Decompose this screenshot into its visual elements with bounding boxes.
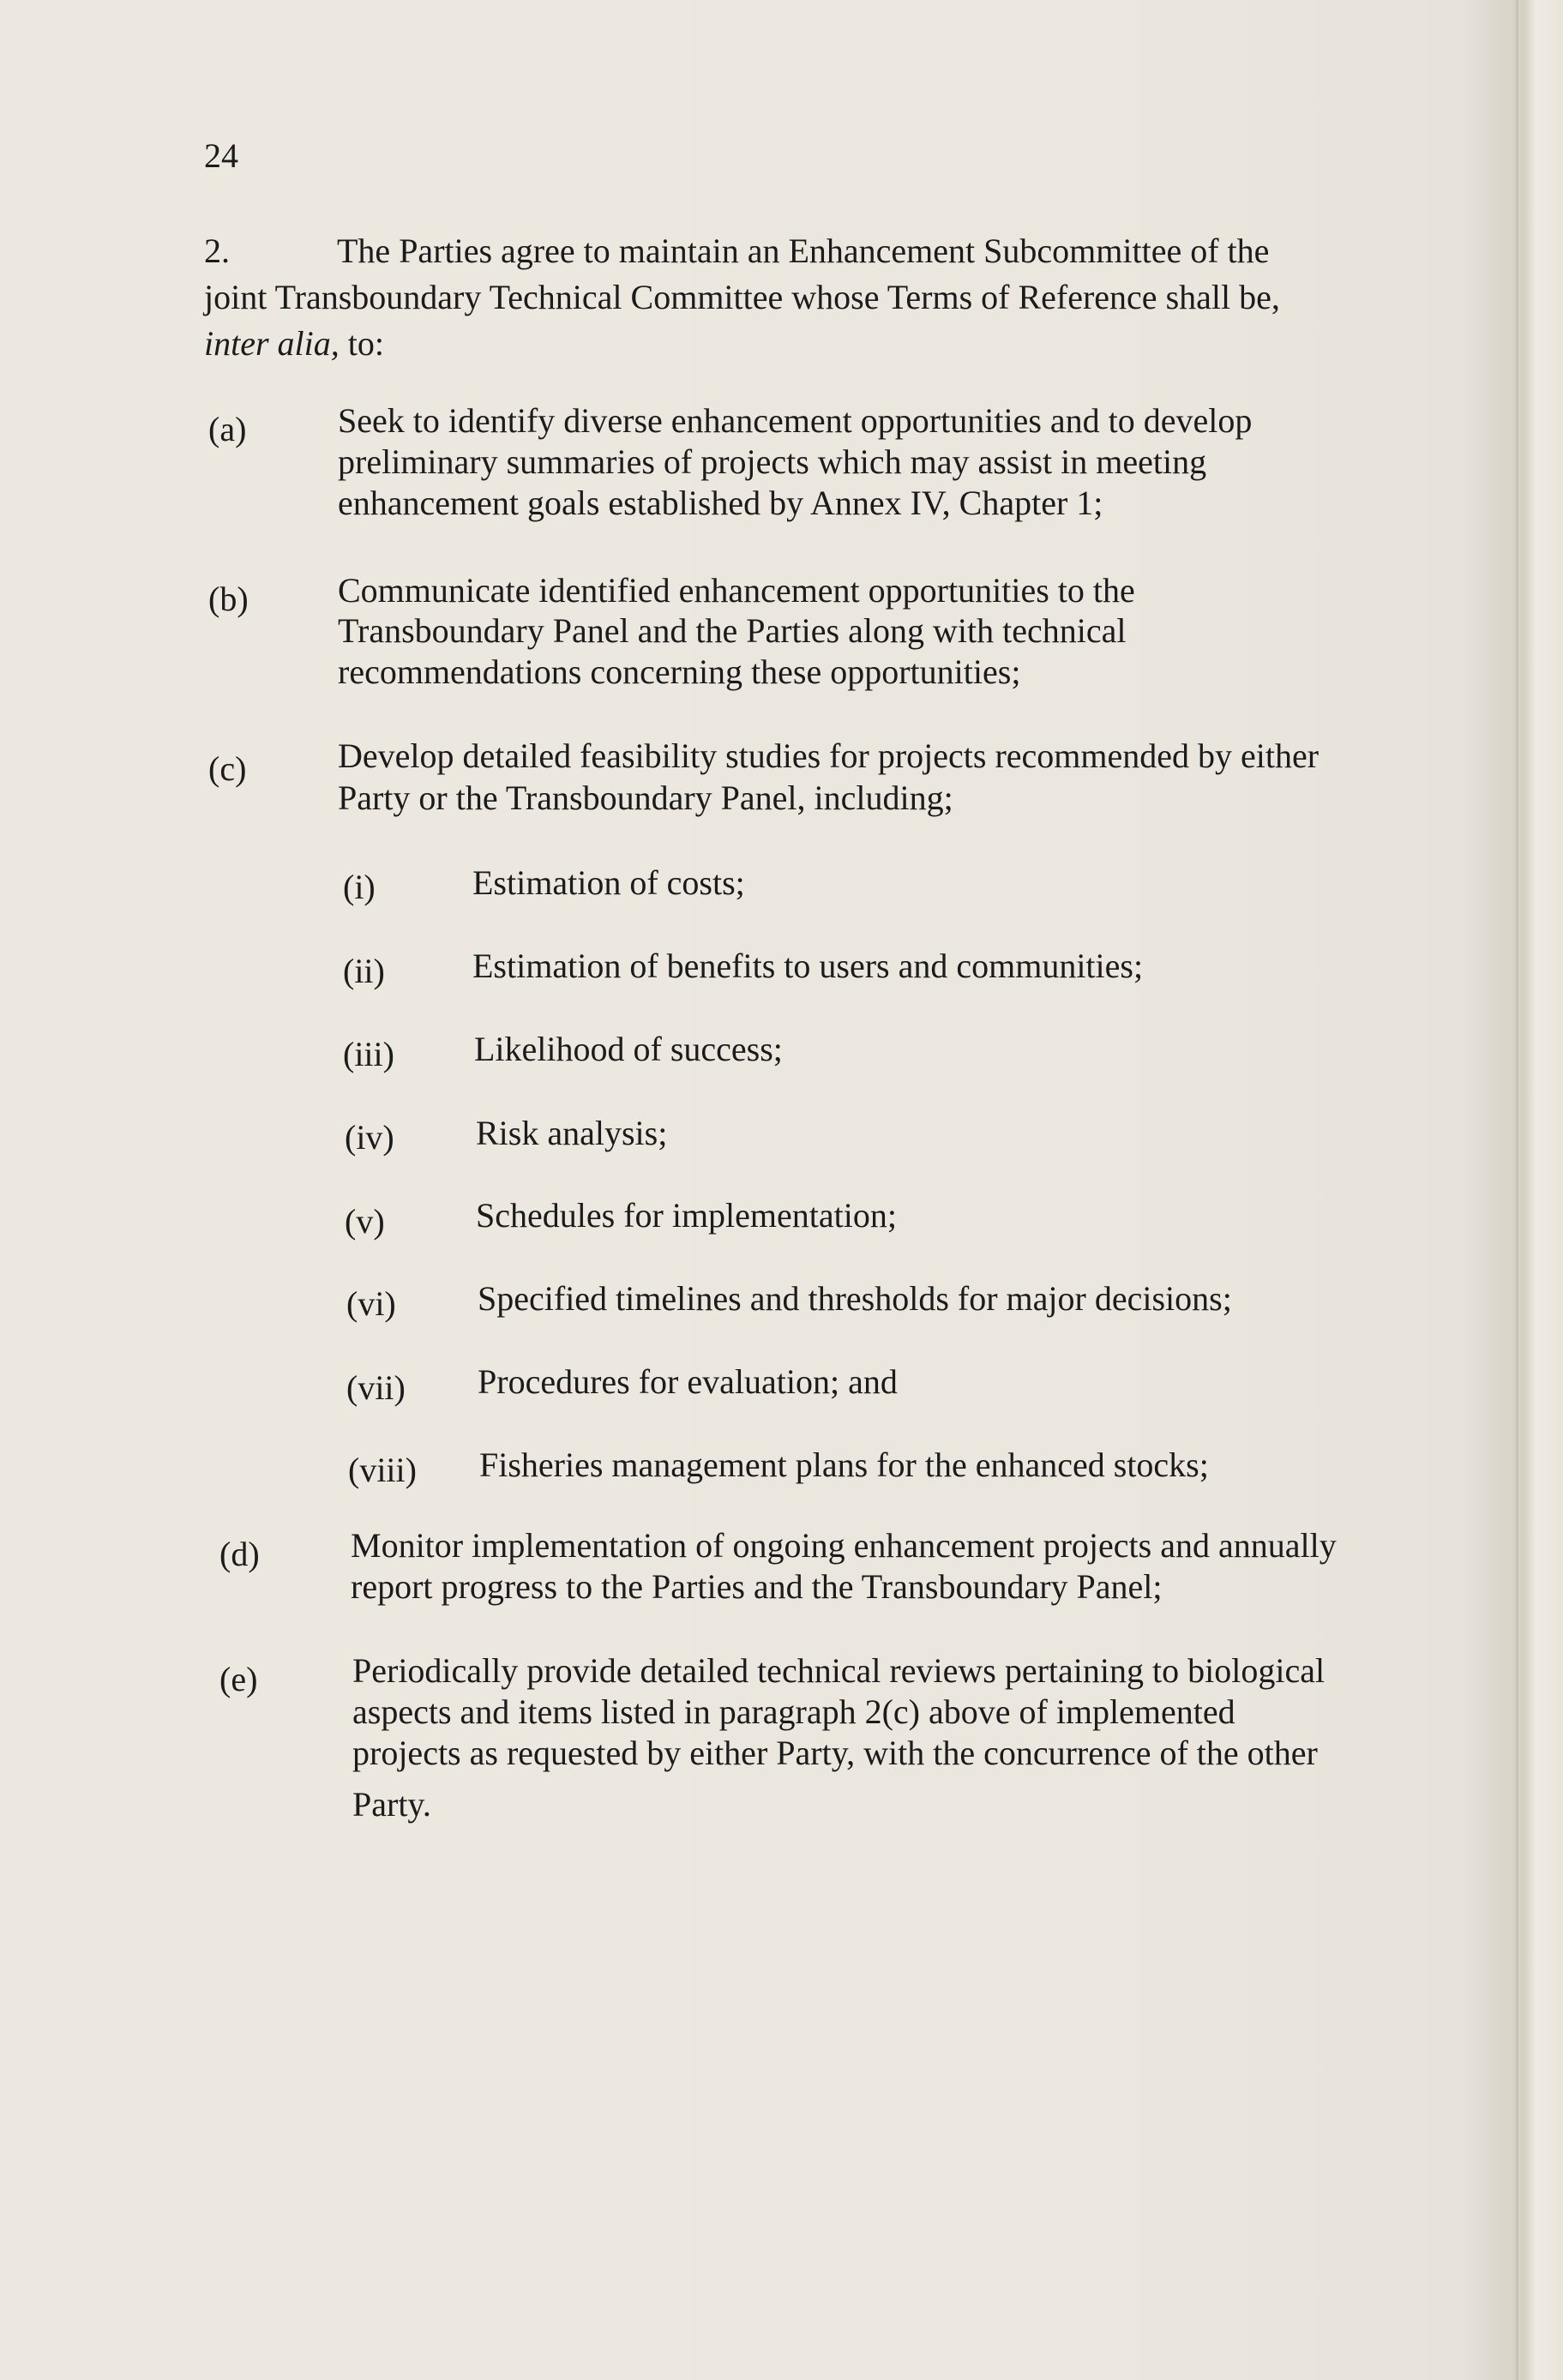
subitem-label-vi: (vi) xyxy=(346,1284,396,1323)
subitem-text-i: Estimation of costs; xyxy=(472,863,745,902)
item-e-line-4: Party. xyxy=(352,1785,431,1824)
subitem-label-iv: (iv) xyxy=(345,1118,394,1157)
subitem-text-iii: Likelihood of success; xyxy=(474,1030,783,1068)
intro-line-3-rest: to: xyxy=(339,324,385,363)
intro-italic-term: inter alia, xyxy=(204,324,340,363)
subitem-text-iv: Risk analysis; xyxy=(476,1114,668,1152)
intro-line-3 xyxy=(204,322,384,365)
subitem-label-v: (v) xyxy=(345,1202,385,1241)
item-a-line-2: preliminary summaries of projects which may assist in meeting xyxy=(338,442,1207,481)
subitem-text-v: Schedules for implementation; xyxy=(476,1196,897,1235)
subitem-label-i: (i) xyxy=(343,868,376,906)
item-c-line-1: Develop detailed feasibility studies for projects recommended by either xyxy=(338,736,1320,775)
page-edge-line xyxy=(1516,0,1518,2380)
subitem-label-iii: (iii) xyxy=(343,1035,394,1073)
subitem-text-viii: Fisheries management plans for the enhanced stocks; xyxy=(479,1445,1209,1484)
subitem-label-vii: (vii) xyxy=(346,1368,406,1407)
item-d-line-2: report progress to the Parties and the Transboundary Panel; xyxy=(351,1567,1163,1606)
item-e-line-3: projects as requested by either Party, with the concurrence of the other xyxy=(352,1734,1318,1772)
item-b-line-1: Communicate identified enhancement opportunities to the xyxy=(338,571,1135,610)
paragraph-number: 2. xyxy=(204,231,230,270)
subitem-text-vi: Specified timelines and thresholds for major decisions; xyxy=(478,1279,1232,1318)
item-b-line-3: recommendations concerning these opportunities; xyxy=(338,652,1021,691)
item-label-c: (c) xyxy=(208,749,247,788)
page-edge-shadow xyxy=(1460,0,1563,2380)
item-e-line-2: aspects and items listed in paragraph 2(c) above of implemented xyxy=(352,1692,1235,1731)
intro-line-2: joint Transboundary Technical Committee whose Terms of Reference shall be, xyxy=(204,278,1280,316)
item-a-line-1: Seek to identify diverse enhancement opportunities and to develop xyxy=(338,401,1253,440)
item-label-b: (b) xyxy=(208,580,249,618)
subitem-text-vii: Procedures for evaluation; and xyxy=(478,1362,898,1401)
subitem-text-ii: Estimation of benefits to users and communities; xyxy=(472,947,1144,985)
subitem-label-viii: (viii) xyxy=(348,1451,417,1489)
item-label-d: (d) xyxy=(219,1535,260,1573)
item-d-line-1: Monitor implementation of ongoing enhancement projects and annually xyxy=(351,1526,1337,1565)
subitem-label-ii: (ii) xyxy=(343,952,385,990)
page-number: 24 xyxy=(204,136,238,175)
item-c-line-2: Party or the Transboundary Panel, including; xyxy=(338,778,953,817)
item-label-a: (a) xyxy=(208,410,247,448)
item-a-line-3: enhancement goals established by Annex IV, Chapter 1; xyxy=(338,484,1103,522)
intro-line-1: The Parties agree to maintain an Enhancement Subcommittee of the xyxy=(337,231,1270,270)
item-label-e: (e) xyxy=(219,1660,258,1698)
item-b-line-2: Transboundary Panel and the Parties along with technical xyxy=(338,611,1127,650)
item-e-line-1: Periodically provide detailed technical reviews pertaining to biological xyxy=(352,1651,1326,1690)
